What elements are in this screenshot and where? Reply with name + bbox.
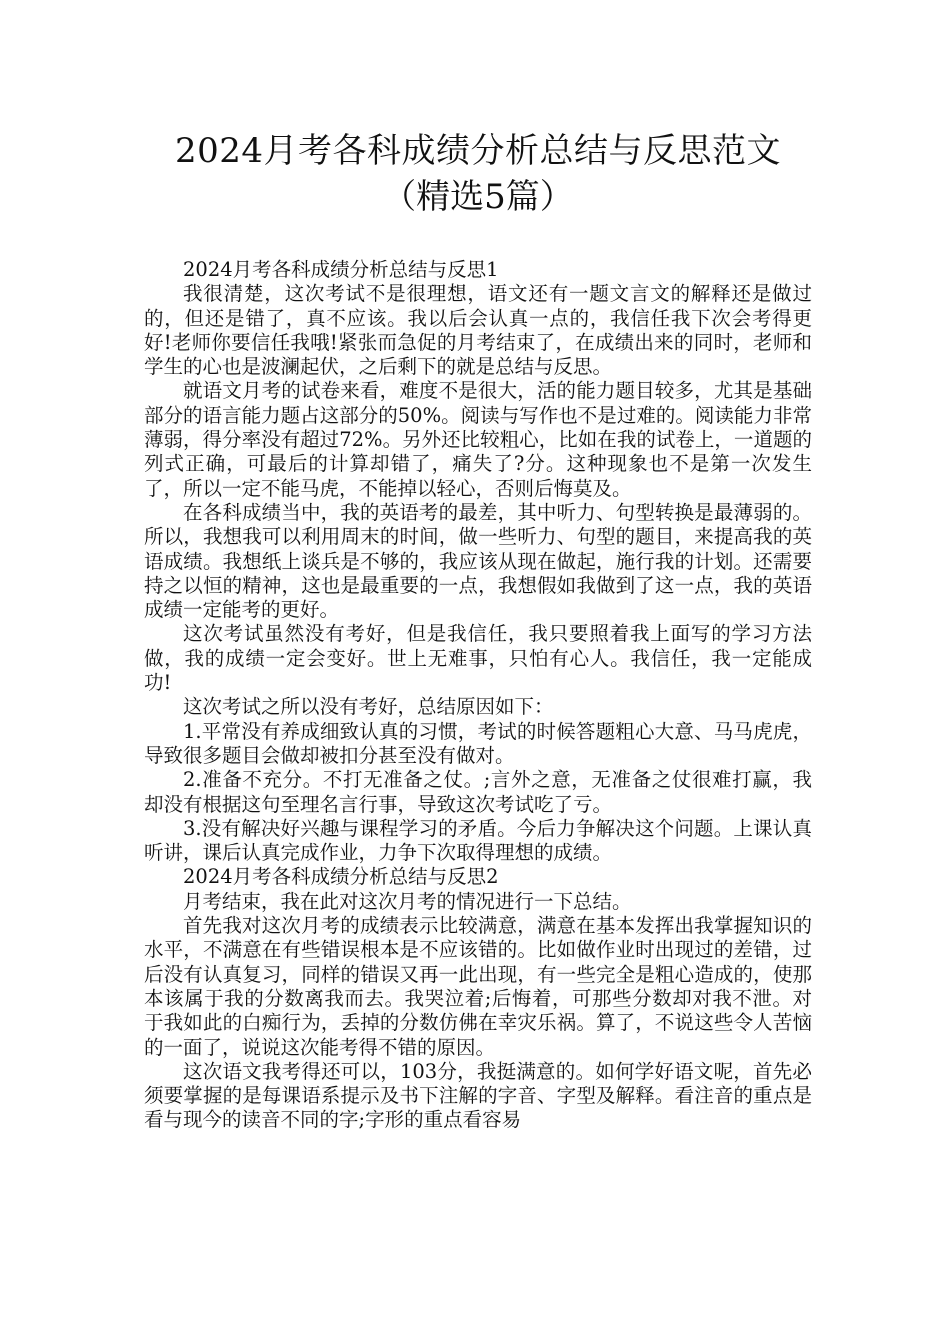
document-title: 2024月考各科成绩分析总结与反思范文: [174, 131, 782, 171]
document-subtitle: （精选5篇）: [382, 177, 574, 217]
document-page: [144, 0, 812, 1133]
section-heading-1: 2024月考各科成绩分析总结与反思1: [183, 258, 499, 281]
paragraph: 在各科成绩当中，我的英语考的最差，其中听力、句型转换是最薄弱的。所以，我想我可以利用周末的时间，做一些听力、句型的题目，来提高我的英语成绩。我想纸上谈兵是不够的，我应该从现在做起，施行我的计划。还需要持之以恒的精神，这也是最重要的一点，我想假如我做到了这一点，我的英语成绩一定能考的更好。: [144, 500, 812, 622]
paragraph: 就语文月考的试卷来看，难度不是很大，活的能力题目较多，尤其是基础部分的语言能力题占这部分的50%。阅读与写作也不是过难的。阅读能力非常薄弱，得分率没有超过72%。另外还比较粗心，比如在我的试卷上，一道题的列式正确，可最后的计算却错了，痛失了?分。这种现象也不是第一次发生了，所以一定不能马虎，不能掉以轻心，否则后悔莫及。: [144, 379, 812, 500]
paragraph: 这次语文我考得还可以，103分，我挺满意的。如何学好语文呢，首先必须要掌握的是每课语系提示及书下注解的字音、字型及解释。看注音的重点是看与现今的读音不同的字;字形的重点看容易: [144, 1059, 812, 1132]
list-item: 1.平常没有养成细致认真的习惯，考试的时候答题粗心大意、马马虎虎，导致很多题目会做却被扣分甚至没有做对。: [144, 719, 812, 767]
paragraph: 月考结束，我在此对这次月考的情况进行一下总结。: [183, 889, 632, 913]
document-body: [144, 258, 812, 1133]
paragraph: 这次考试虽然没有考好，但是我信任，我只要照着我上面写的学习方法做，我的成绩一定会变好。世上无难事，只怕有心人。我信任，我一定能成功!: [144, 622, 812, 695]
section-heading-2: 2024月考各科成绩分析总结与反思2: [183, 865, 499, 889]
paragraph: 首先我对这次月考的成绩表示比较满意，满意在基本发挥出我掌握知识的水平，不满意在有些错误根本是不应该错的。比如做作业时出现过的差错，过后没有认真复习，同样的错误又再一此出现，有一些完全是粗心造成的，使那本该属于我的分数离我而去。我哭泣着;后悔着，可那些分数却对我不泄。对于我如此的白痴行为，丢掉的分数仿佛在幸灾乐祸。算了，不说这些令人苦恼的一面了，说说这次能考得不错的原因。: [144, 914, 812, 1059]
paragraph: 我很清楚，这次考试不是很理想，语文还有一题文言文的解释还是做过的，但还是错了，真不应该。我以后会认真一点的，我信任我下次会考得更好!老师你要信任我哦!紧张而急促的月考结束了，在成绩出来的同时，老师和学生的心也是波澜起伏，之后剩下的就是总结与反思。: [144, 282, 812, 379]
paragraph: 这次考试之所以没有考好，总结原因如下：: [183, 695, 554, 719]
list-item: 2.准备不充分。不打无准备之仗。;言外之意，无准备之仗很难打赢，我却没有根据这句至理名言行事，导致这次考试吃了亏。: [144, 768, 812, 816]
list-item: 3.没有解决好兴趣与课程学习的矛盾。今后力争解决这个问题。上课认真听讲，课后认真完成作业，力争下次取得理想的成绩。: [144, 816, 812, 865]
